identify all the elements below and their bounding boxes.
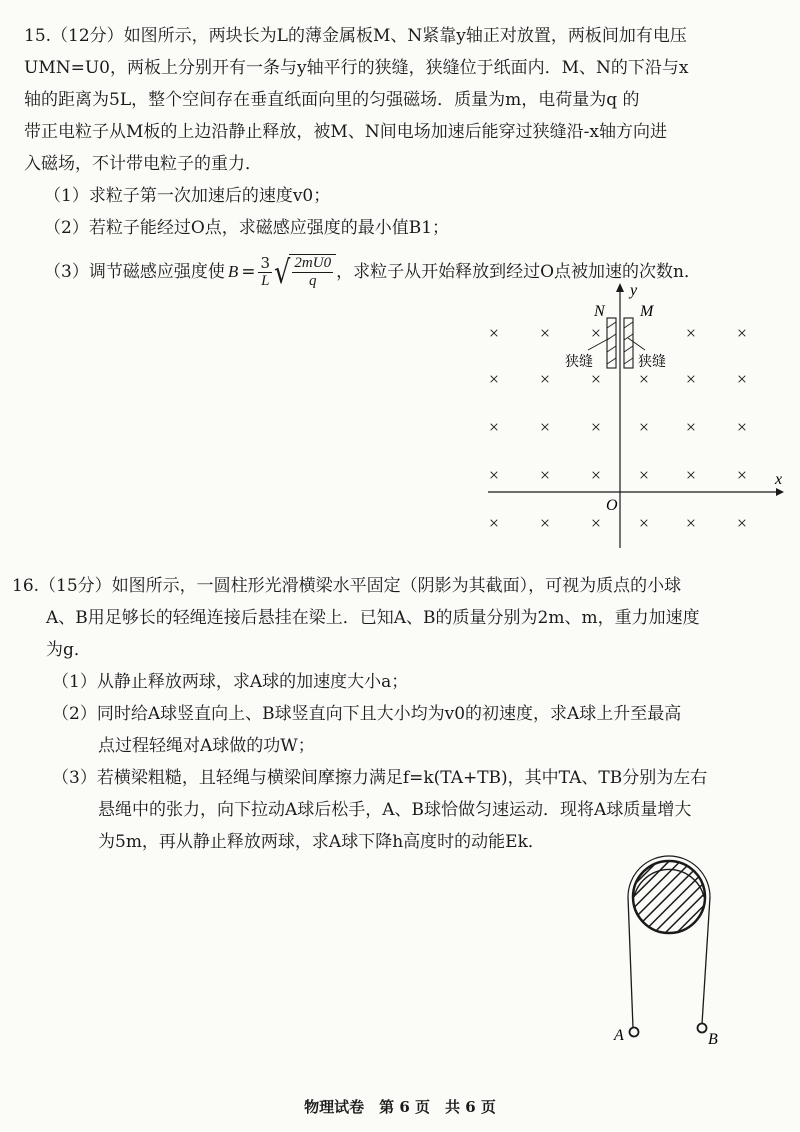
q16-part-3b: 悬绳中的张力，向下拉动A球后松手，A、B球恰做匀速运动．现将A球质量增大 <box>98 800 692 820</box>
field-cross-icon: × <box>736 369 748 389</box>
q15-stem-3: 轴的距离为5L，整个空间存在垂直纸面向里的匀强磁场．质量为m，电荷量为q 的 <box>24 90 640 110</box>
q15-line-1 <box>24 26 687 46</box>
rope-right <box>702 897 710 1024</box>
q16-stem-2: A、B用足够长的轻绳连接后悬挂在梁上．已知A、B的质量分别为2m、m，重力加速度 <box>46 608 700 628</box>
q15-number: 15. <box>24 26 52 46</box>
field-cross-icon: × <box>685 417 697 437</box>
ball-B-label: B <box>708 1031 718 1048</box>
field-cross-icon: × <box>736 323 748 343</box>
field-cross-icon: × <box>488 369 500 389</box>
rope-left <box>628 897 633 1028</box>
q15-part-2: （2）若粒子能经过O点，求磁感应强度的最小值B1； <box>44 218 450 238</box>
ball-A <box>630 1028 639 1037</box>
q16-figure <box>600 850 740 1050</box>
q15-score: （12分） <box>51 26 124 46</box>
field-cross-icon: × <box>590 513 602 533</box>
q15-formula-sqrt-body <box>289 254 336 290</box>
field-cross-icon: × <box>488 513 500 533</box>
field-cross-icon: × <box>638 369 650 389</box>
q15-stem-4: 带正电粒子从M板的上边沿静止释放，被M、N间电场加速后能穿过狭缝沿-x轴方向进 <box>24 122 668 142</box>
sqrt-radical-icon: √ <box>274 253 291 291</box>
q15-formula-coef <box>258 255 272 290</box>
q16-line-1 <box>12 576 681 596</box>
field-cross-icon: × <box>736 513 748 533</box>
magnetic-field-crosses <box>489 323 747 533</box>
field-cross-icon: × <box>685 323 697 343</box>
q15-stem-5: 入磁场，不计带电粒子的重力． <box>24 154 262 174</box>
q15-stem-1: 如图所示，两块长为L的薄金属板M、N紧靠y轴正对放置，两板间加有电压 <box>123 26 687 46</box>
page-footer: 物理试卷 第 6 页 共 6 页 <box>304 1098 496 1116</box>
slit-label-right: 狭缝 <box>638 355 666 370</box>
field-cross-icon: × <box>539 417 551 437</box>
slit-label-left: 狭缝 <box>565 355 593 370</box>
y-axis-label: y <box>630 282 638 299</box>
field-cross-icon: × <box>685 513 697 533</box>
q15-formula-root-den: q <box>308 273 317 289</box>
field-cross-icon: × <box>638 465 650 485</box>
q15-formula-coef-den: L <box>261 272 270 289</box>
x-axis-arrow-icon <box>776 488 784 496</box>
q15-formula-B: B <box>227 262 239 281</box>
q15-figure <box>470 278 790 553</box>
q16-part-3c: 为5m，再从静止释放两球，求A球下降h高度时的动能Ek． <box>98 832 545 852</box>
q15-formula-coef-num: 3 <box>260 253 271 272</box>
q15-part-3-prefix: （3）调节磁感应强度使 <box>44 262 225 282</box>
plate-N <box>607 318 616 368</box>
field-cross-icon: × <box>488 465 500 485</box>
field-cross-icon: × <box>638 513 650 533</box>
plate-M-label: M <box>640 303 654 320</box>
q15-part-3-suffix: ，求粒子从开始释放到经过O点被加速的次数n． <box>336 262 701 282</box>
q16-part-3a: （3）若横梁粗糙，且轻绳与横梁间摩擦力满足f=k(TA+TB)，其中TA、TB分别为左右 <box>52 768 708 788</box>
q16-number: 16. <box>12 576 40 596</box>
field-cross-icon: × <box>590 369 602 389</box>
q16-part-2b: 点过程轻绳对A球做的功W； <box>98 736 315 756</box>
field-cross-icon: × <box>488 323 500 343</box>
field-cross-icon: × <box>590 465 602 485</box>
y-axis-arrow-icon <box>616 283 624 292</box>
q15-formula-eq: = <box>241 262 256 282</box>
field-cross-icon: × <box>736 417 748 437</box>
plate-M <box>624 318 633 368</box>
field-cross-icon: × <box>685 465 697 485</box>
ball-A-label: A <box>614 1027 624 1044</box>
field-cross-icon: × <box>539 513 551 533</box>
q16-stem-3: 为g． <box>46 640 91 660</box>
q16-stem-1: 如图所示，一圆柱形光滑横梁水平固定（阴影为其截面），可视为质点的小球 <box>111 576 682 596</box>
field-cross-icon: × <box>590 417 602 437</box>
field-cross-icon: × <box>736 465 748 485</box>
x-axis-label: x <box>775 471 783 488</box>
ball-B <box>698 1024 707 1033</box>
beam-cross-section <box>633 861 705 933</box>
field-cross-icon: × <box>539 323 551 343</box>
field-cross-icon: × <box>638 417 650 437</box>
q16-part-2a: （2）同时给A球竖直向上、B球竖直向下且大小均为v0的初速度，求A球上升至最高 <box>52 704 682 724</box>
field-cross-icon: × <box>685 369 697 389</box>
q16-part-1: （1）从静止释放两球，求A球的加速度大小a； <box>52 672 409 692</box>
field-cross-icon: × <box>539 465 551 485</box>
q16-score: （15分） <box>39 576 112 596</box>
q15-part-1: （1）求粒子第一次加速后的速度v0； <box>44 186 331 206</box>
q15-formula-root <box>292 255 333 290</box>
field-cross-icon: × <box>590 323 602 343</box>
slit-pointer-right <box>628 338 645 350</box>
q15-formula-sqrt <box>272 254 336 290</box>
field-cross-icon: × <box>539 369 551 389</box>
field-cross-icon: × <box>488 417 500 437</box>
q15-stem-2: UMN=U0，两板上分别开有一条与y轴平行的狭缝，狭缝位于纸面内．M、N的下沿与x <box>24 58 689 78</box>
q15-formula-root-num: 2mU0 <box>294 255 332 271</box>
plate-N-label: N <box>594 303 605 320</box>
origin-label: O <box>606 497 618 514</box>
